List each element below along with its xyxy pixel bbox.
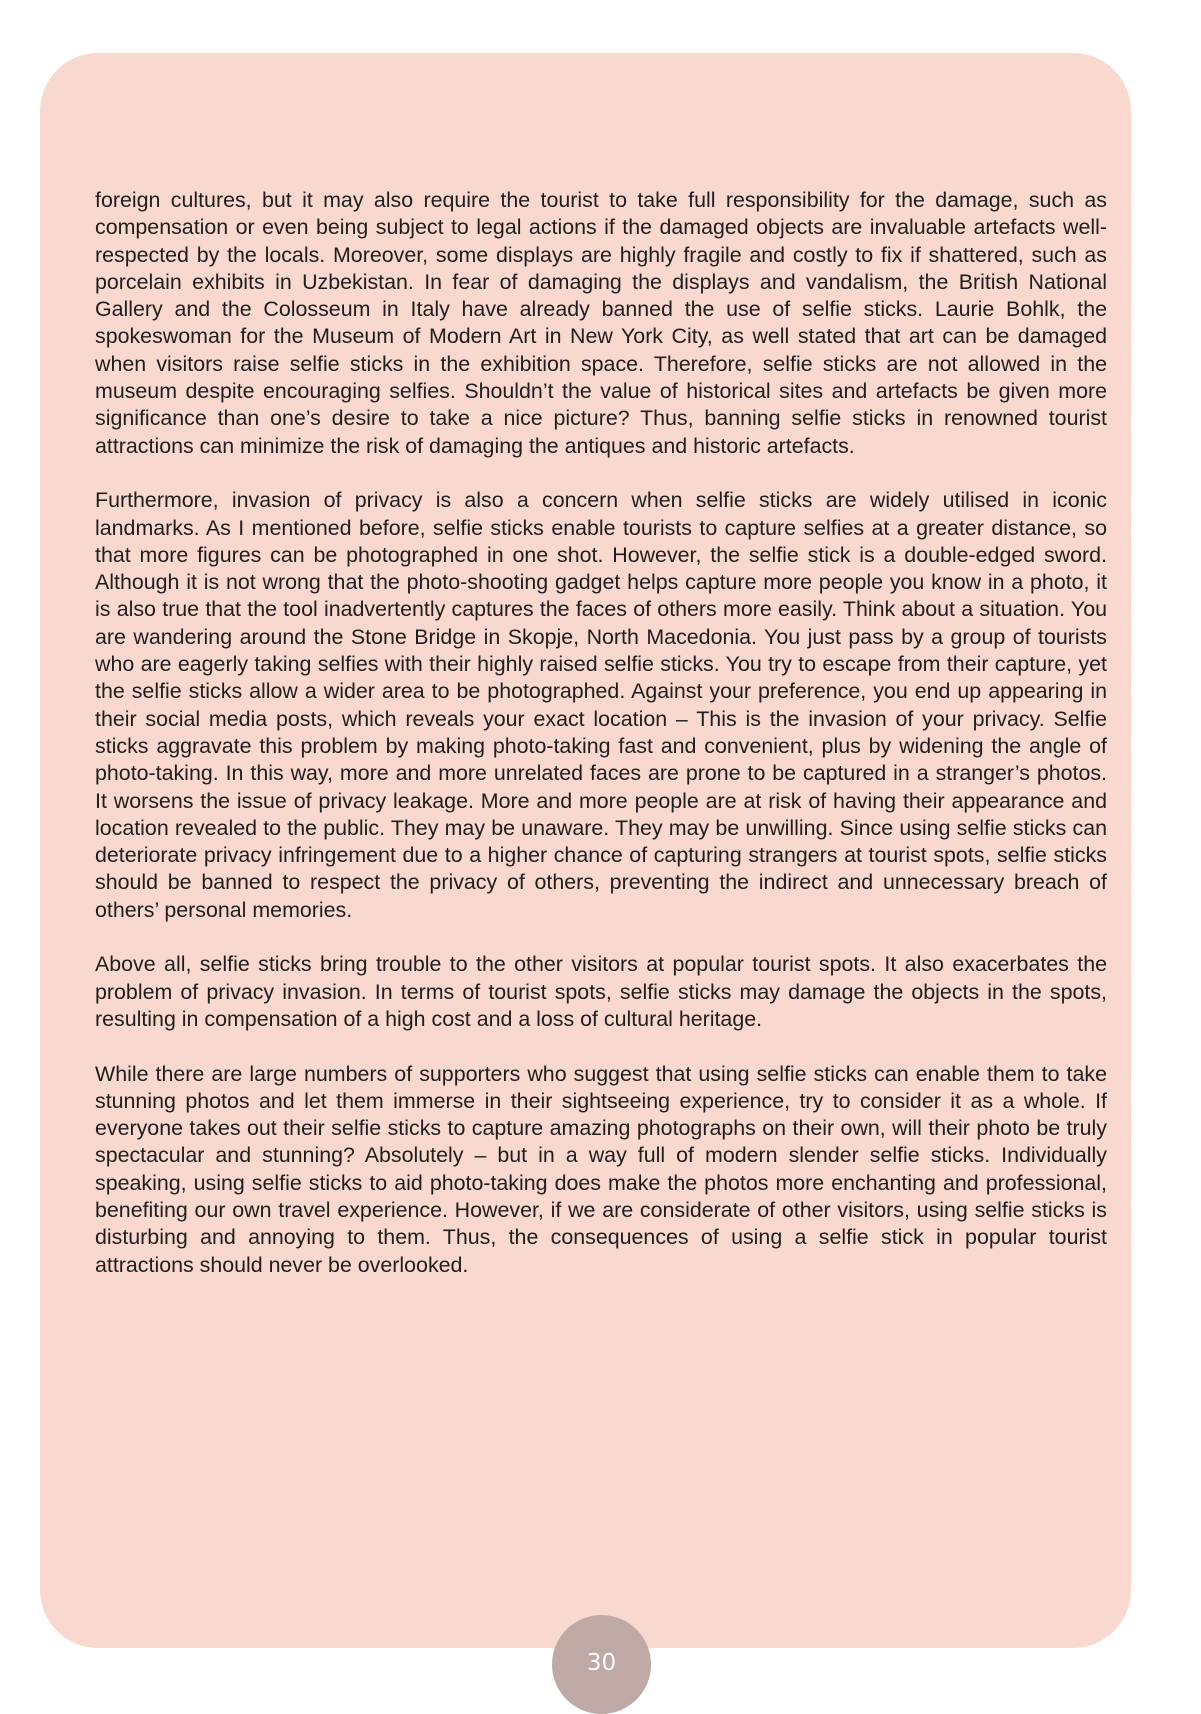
body-text (95, 187, 1107, 1306)
paragraph-2: Furthermore, invasion of privacy is also a concern when selfie sticks are widely utilised in iconic landmarks. As I mentioned before, selfie sticks enable tourists to capture selfies at a greater distance, so that more figures can be photographed in one shot. However, the selfie stick is a double-edged sword. Although it is not wrong that the photo-shooting gadget helps capture more people you know in a photo, it is also true that the tool inadvertently captures the faces of others more easily. Think about a situation. You are wandering around the Stone Bridge in Skopje, North Macedonia. You just pass by a group of tourists who are eagerly taking selfies with their highly raised selfie sticks. You try to escape from their capture, yet the selfie sticks allow a wider area to be photographed. Against your preference, you end up appearing in their social media posts, which reveals your exact location – This is the invasion of your privacy. Selfie sticks aggravate this problem by making photo-taking fast and convenient, plus by widening the angle of photo-taking. In this way, more and more unrelated faces are prone to be captured in a stranger’s photos. It worsens the issue of privacy leakage. More and more people are at risk of having their appearance and location revealed to the public. They may be unaware. They may be unwilling. Since using selfie sticks can deteriorate privacy infringement due to a higher chance of capturing strangers at tourist spots, selfie sticks should be banned to respect the privacy of others, preventing the indirect and unnecessary breach of others’ personal memories. (95, 488, 1107, 922)
paragraph-1: foreign cultures, but it may also require the tourist to take full responsibility for the damage, such as compensation or even being subject to legal actions if the damaged objects are invaluable artefacts well-respected by the locals. Moreover, some displays are highly fragile and costly to fix if shattered, such as porcelain exhibits in Uzbekistan. In fear of damaging the displays and vandalism, the British National Gallery and the Colosseum in Italy have already banned the use of selfie sticks. Laurie Bohlk, the spokeswoman for the Museum of Modern Art in New York City, as well stated that art can be damaged when visitors raise selfie sticks in the exhibition space. Therefore, selfie sticks are not allowed in the museum despite encouraging selfies. Shouldn’t the value of historical sites and artefacts be given more significance than one’s desire to take a nice picture? Thus, banning selfie sticks in renowned tourist attractions can minimize the risk of damaging the antiques and historic artefacts. (95, 188, 1107, 458)
page-number: 30 (586, 1650, 617, 1676)
page-number-badge (552, 1615, 651, 1714)
paragraph-3: Above all, selfie sticks bring trouble to the other visitors at popular tourist spots. It also exacerbates the problem of privacy invasion. In terms of tourist spots, selfie sticks may damage the objects in the spots, resulting in compensation of a high cost and a loss of cultural heritage. (95, 952, 1107, 1031)
paragraph-4: While there are large numbers of supporters who suggest that using selfie sticks can enable them to take stunning photos and let them immerse in their sightseeing experience, try to consider it as a whole. If everyone takes out their selfie sticks to capture amazing photographs on their own, will their photo be truly spectacular and stunning? Absolutely – but in a way full of modern slender selfie sticks. Individually speaking, using selfie sticks to aid photo-taking does make the photos more enchanting and professional, benefiting our own travel experience. However, if we are considerate of other visitors, using selfie sticks is disturbing and annoying to them. Thus, the consequences of using a selfie stick in popular tourist attractions should never be overlooked. (95, 1061, 1107, 1277)
